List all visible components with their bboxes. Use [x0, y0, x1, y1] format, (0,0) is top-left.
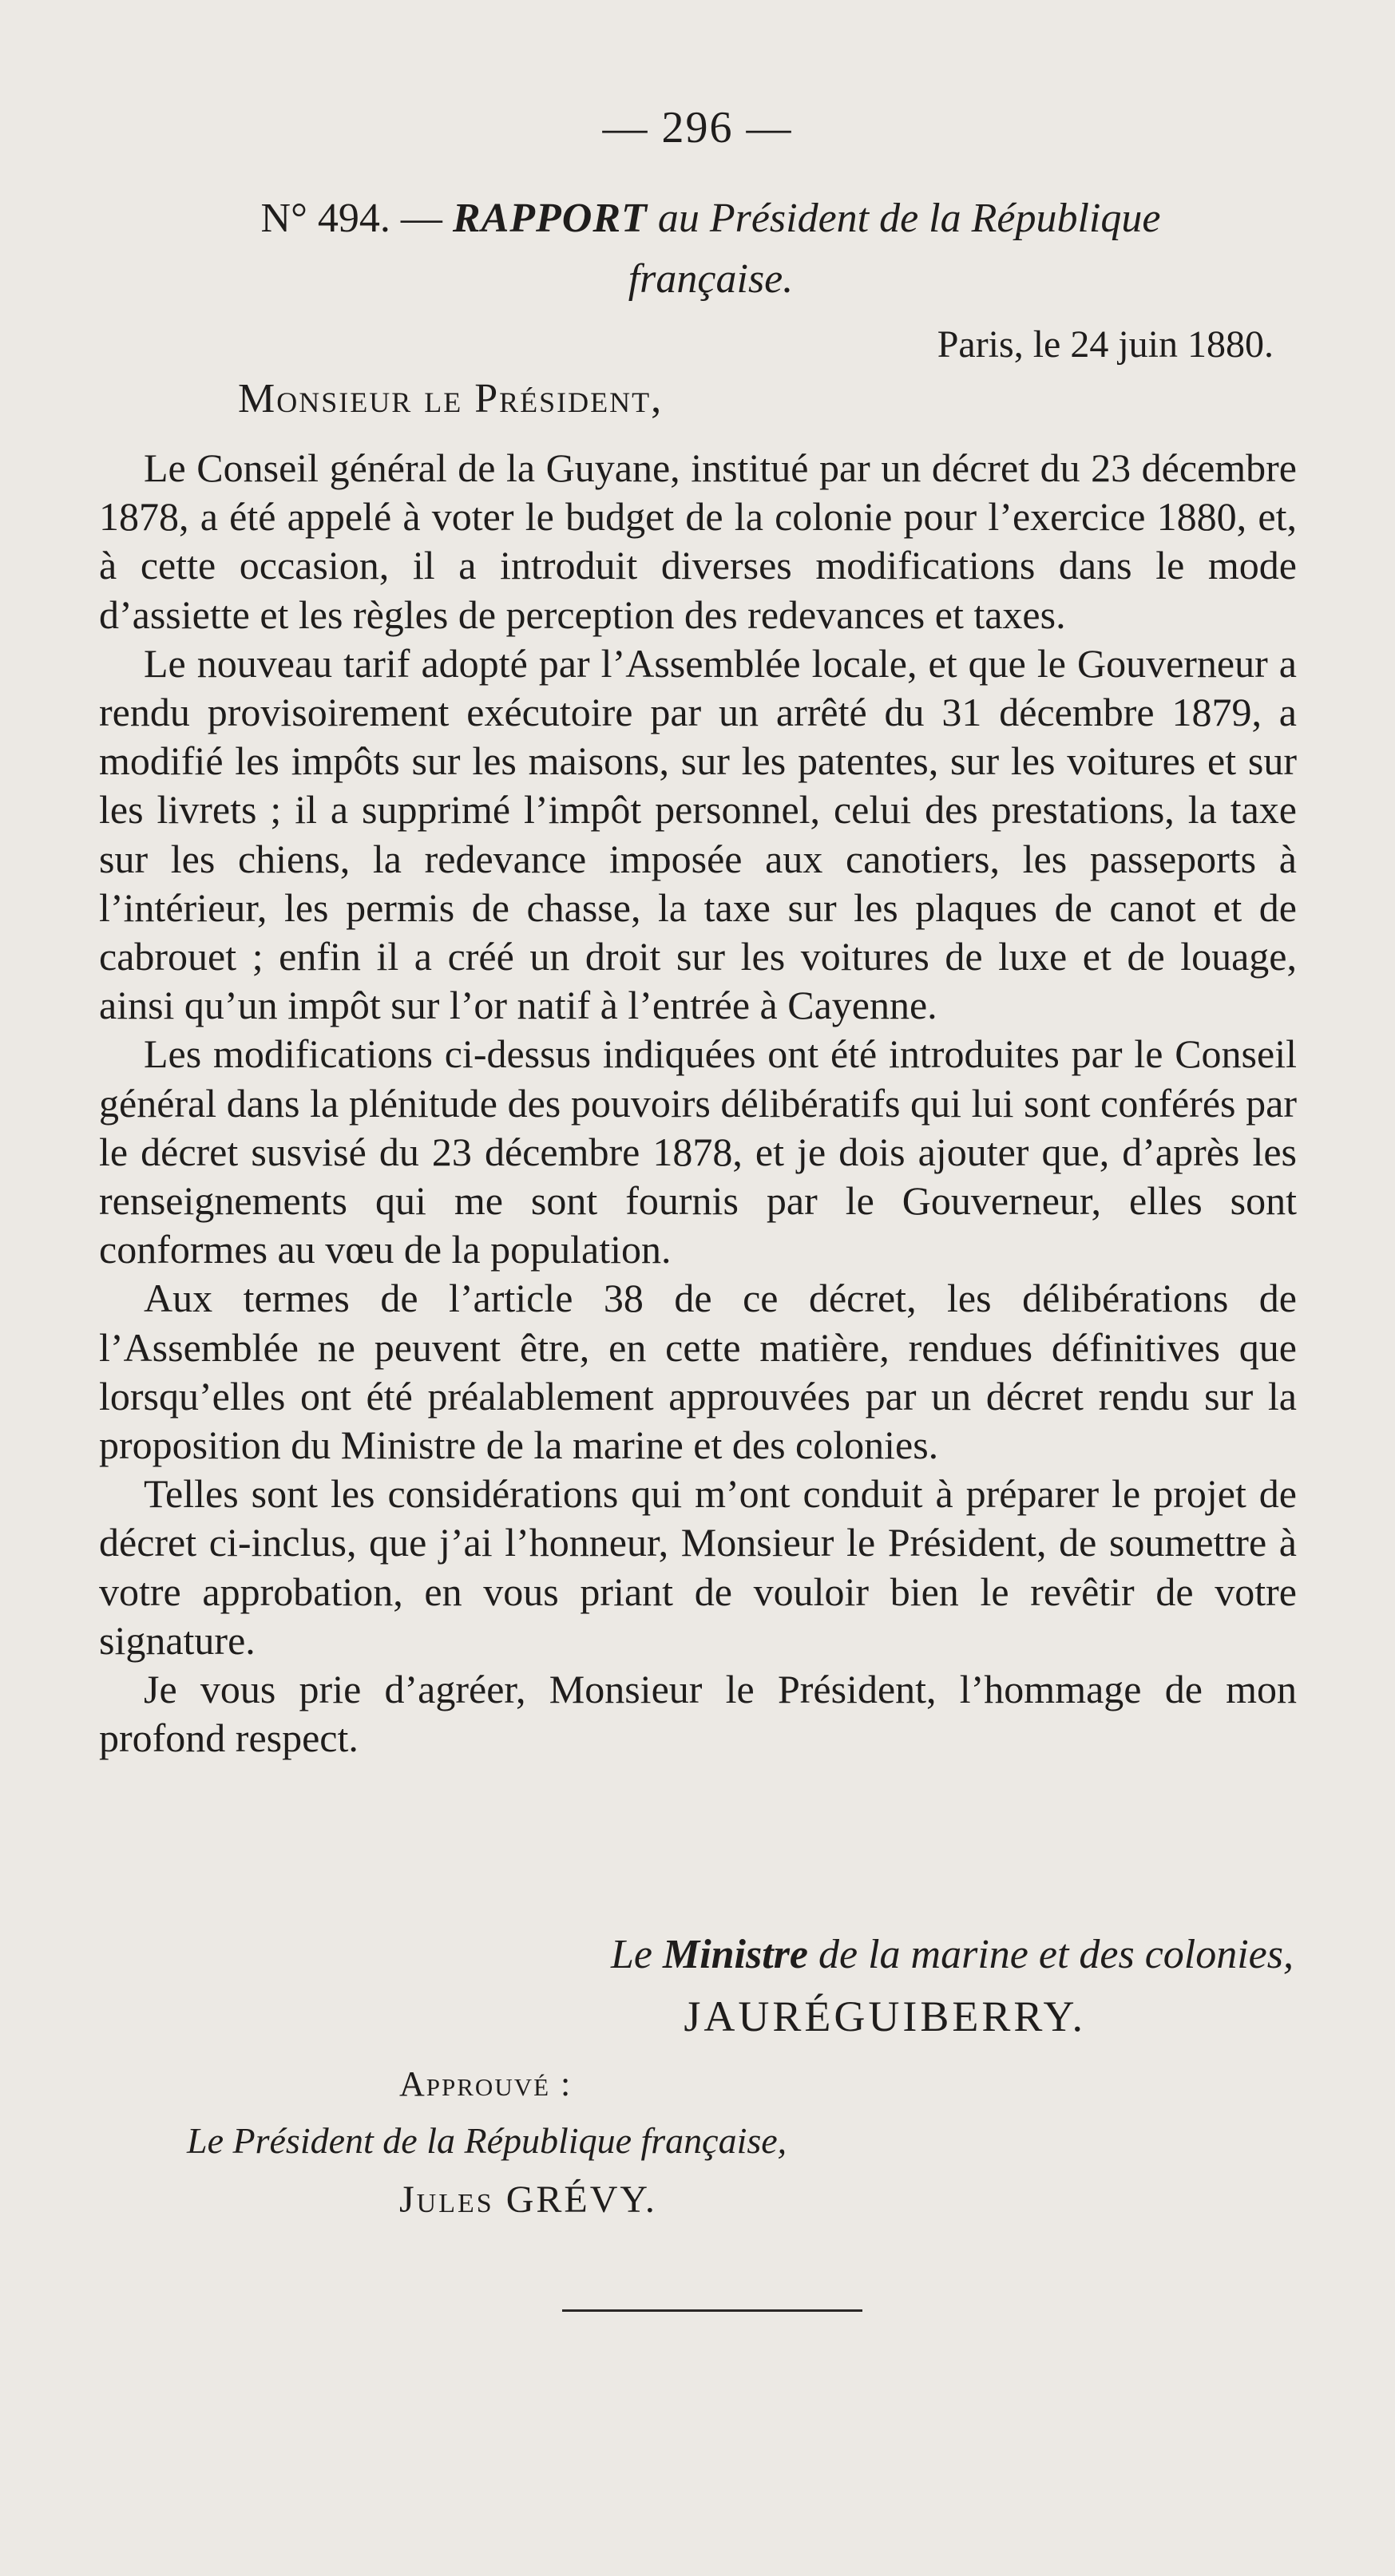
approval-label: Approuvé : [399, 2064, 573, 2103]
dateline: Paris, le 24 juin 1880. [937, 323, 1274, 366]
minister-role [511, 1925, 1294, 1984]
report-number: N° 494. [260, 196, 390, 241]
report-title: RAPPORT [452, 196, 648, 241]
president-title: Le Président de la République française, [187, 2120, 787, 2161]
paragraph-1: Le Conseil général de la Guyane, institué par un décret du 23 décembre 1878, a été appelé à voter le budget de la colonie pour l’exercice 1880, et, à cette occasion, il a introduit diverses modifications dans le mode d’assiette et les règles de perception des redevances et taxes. [99, 445, 1297, 637]
paragraph-5: Telles sont les considérations qui m’ont conduit à préparer le projet de décret ci-inclus, que j’ai l’honneur, Monsieur le Président, de soumettre à votre approbation, en vous priant de vouloir bien le revêtir de votre signature. [99, 1471, 1297, 1663]
paragraph-4: Aux termes de l’article 38 de ce décret, les délibérations de l’Assemblée ne peuvent être, en cette matière, rendues définitives que lorsqu’elles ont été préalablement approuvées par un décret rendu sur la proposition du Ministre de la marine et des colonies. [99, 1276, 1297, 1468]
report-heading [144, 188, 1278, 310]
closing-rule [562, 2309, 862, 2312]
report-title-rest: au Président de la République [657, 196, 1161, 241]
salutation: Monsieur le Président, [238, 376, 664, 421]
report-body [99, 444, 1297, 1763]
heading-dash: — [400, 196, 442, 241]
president-first-name: Jules [399, 2178, 494, 2221]
president-name [399, 2178, 657, 2222]
report-title-line-2: française. [628, 256, 794, 302]
heading-line-1 [144, 188, 1278, 249]
minister-signoff [511, 1925, 1294, 2048]
paragraph-3: Les modifications ci-dessus indiquées ont été introduites par le Conseil général dans la plénitude des pouvoirs délibératifs qui lui sont conférés par le décret susvisé du 23 décembre 1878, et je dois ajouter que, d’après les renseignements qui me sont fournis par le Gouverneur, elles sont conformes au vœu de la population. [99, 1031, 1297, 1272]
minister-role-bold: Ministre [662, 1932, 809, 1977]
paragraph-2: Le nouveau tarif adopté par l’Assemblée locale, et que le Gouverneur a rendu provisoirement exécutoire par un arrêté du 31 décembre 1879, a modifié les impôts sur les maisons, sur les patentes, sur les voitures et sur les livrets ; il a supprimé l’impôt personnel, celui des prestations, la taxe sur les chiens, la redevance imposée aux canotiers, les passeports à l’intérieur, les permis de chasse, la taxe sur les plaques de canot et de cabrouet ; enfin il a créé un droit sur les voitures de luxe et de louage, ainsi qu’un impôt sur l’or natif à l’entrée à Cayenne. [99, 640, 1297, 1028]
minister-role-rest: de la marine et des colonies, [818, 1932, 1294, 1977]
minister-name: JAURÉGUIBERRY. [684, 1992, 1086, 2040]
paragraph-6: Je vous prie d’agréer, Monsieur le Président, l’hommage de mon profond respect. [99, 1667, 1297, 1761]
president-last-name: GRÉVY. [505, 2178, 657, 2221]
page-number: — 296 — [602, 103, 793, 152]
minister-role-prefix: Le [610, 1932, 652, 1977]
